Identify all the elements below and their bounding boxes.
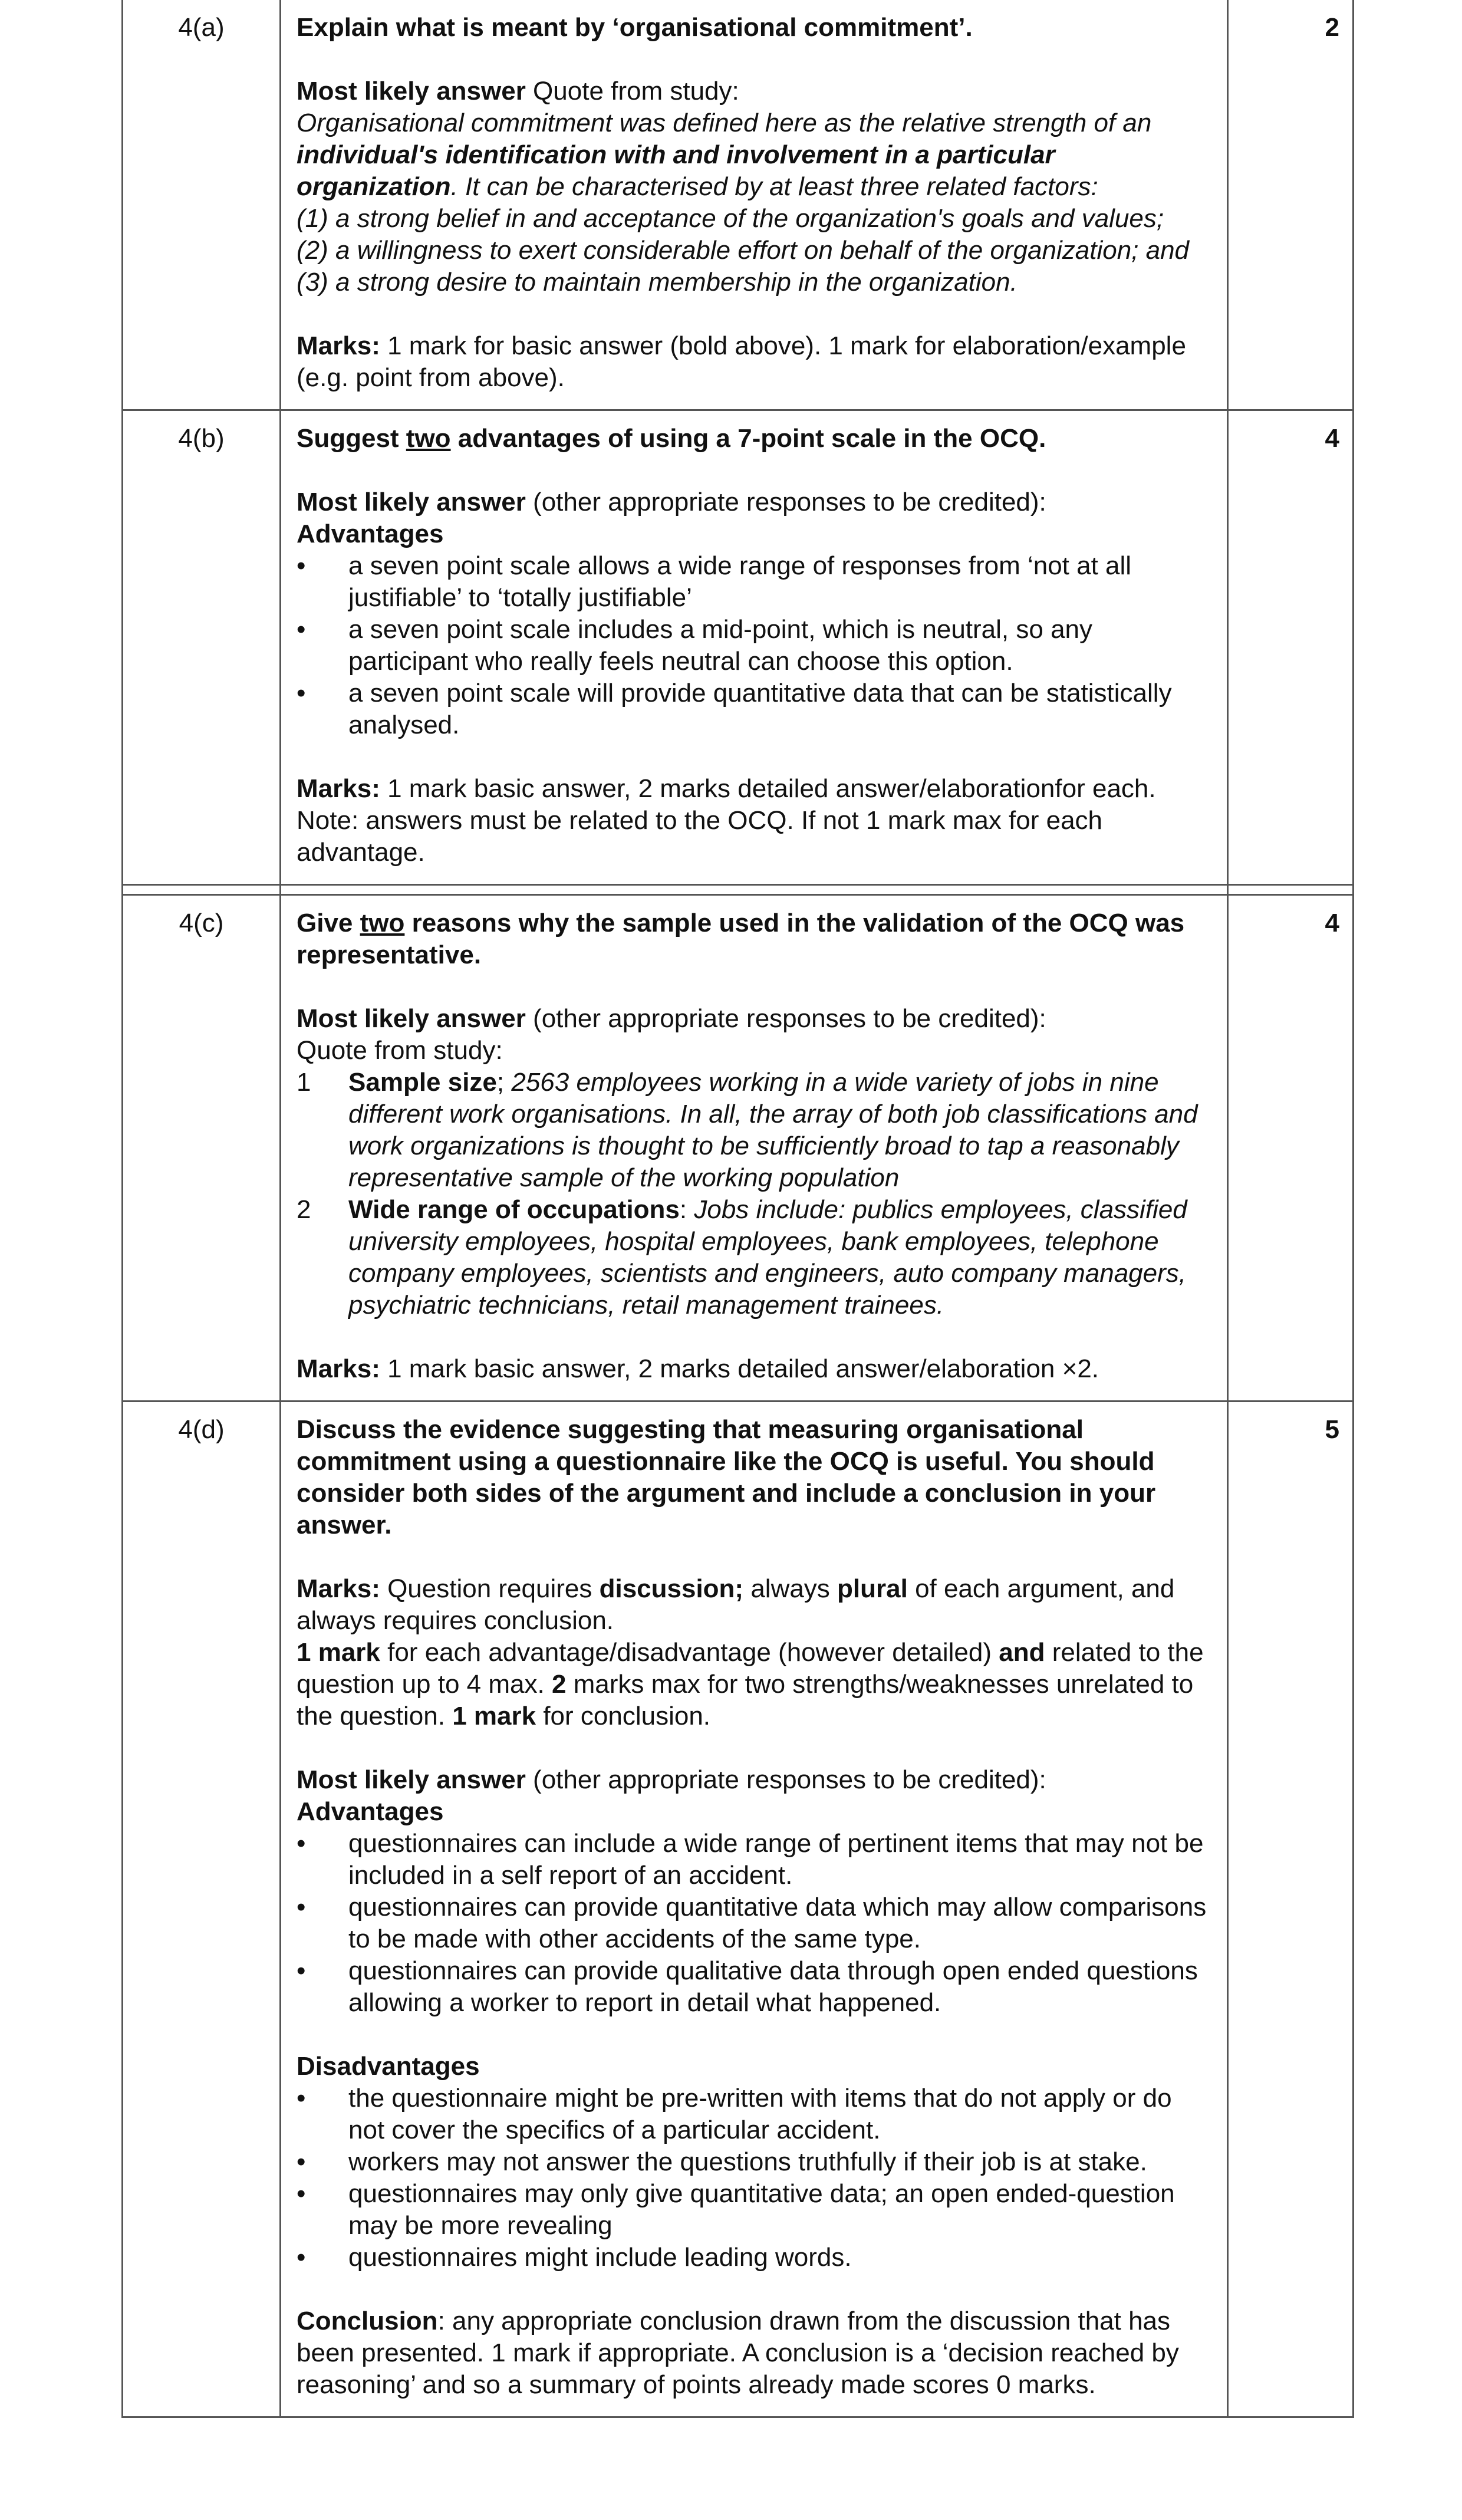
study-quote: Organisational commitment was defined here as the relative strength of an individual's identification with and involvement in a particular organization. It can be characterised by at least three related factors:	[297, 108, 1152, 201]
factor-1: (1) a strong belief in and acceptance of the organization's goals and values;	[297, 204, 1164, 233]
mark-scheme	[121, 0, 1352, 2418]
list-item: • questionnaires might include leading words.	[297, 2243, 852, 2272]
question-row-4b	[123, 410, 1354, 885]
list-item: • workers may not answer the questions truthfully if their job is at stake.	[297, 2147, 1147, 2176]
section-divider	[123, 885, 1354, 895]
list-item: • the questionnaire might be pre-written with items that do not apply or do not cover the specifics of a particular accident.	[297, 2084, 1172, 2144]
marks-rules: 1 mark for each advantage/disadvantage (however detailed) and related to the question up to 4 max. 2 marks max for two strengths/weaknesses unrelated to the question. 1 mark for conclusion.	[297, 1638, 1204, 1731]
question-text: Discuss the evidence suggesting that measuring organisational commitment using a questionnaire like the OCQ is useful. You should consider both sides of the argument and include a conclusion in your answer.	[297, 1415, 1156, 1539]
list-item: • a seven point scale will provide quantitative data that can be statistically analysed.	[297, 679, 1172, 739]
marks-value: 4	[1228, 895, 1354, 1402]
question-number: 4(b)	[123, 410, 281, 885]
question-text: Suggest two advantages of using a 7-point scale in the OCQ.	[297, 424, 1046, 453]
most-likely-answer: Most likely answer Quote from study:	[297, 77, 739, 106]
factor-2: (2) a willingness to exert considerable effort on behalf of the organization; and	[297, 236, 1190, 265]
most-likely-answer: Most likely answer (other appropriate responses to be credited):	[297, 1765, 1046, 1794]
list-item: 1 Sample size; 2563 employees working in a wide variety of jobs in nine different work organisations. In all, the array of both job classifications and work organizations is thought to be sufficiently broad to tap a reasonably representative sample of the working population	[297, 1068, 1198, 1192]
question-text: Explain what is meant by ‘organisational commitment’.	[297, 13, 973, 42]
marks-guidance: Marks: 1 mark basic answer, 2 marks detailed answer/elaborationfor each.	[297, 774, 1156, 803]
conclusion-guidance: Conclusion: any appropriate conclusion drawn from the discussion that has been presented. 1 mark if appropriate. A conclusion is a ‘decision reached by reasoning’ and so a summary of points already made scores 0 marks.	[297, 2307, 1179, 2399]
list-item: • a seven point scale includes a mid-point, which is neutral, so any participant who really feels neutral can choose this option.	[297, 615, 1093, 676]
most-likely-answer: Most likely answer (other appropriate responses to be credited):	[297, 1004, 1046, 1033]
mark-scheme-table	[121, 0, 1354, 2418]
question-content	[281, 1402, 1228, 2417]
question-row-4c	[123, 895, 1354, 1402]
marks-value: 2	[1228, 0, 1354, 410]
question-content	[281, 410, 1228, 885]
question-row-4d	[123, 1402, 1354, 2417]
marks-guidance: Marks: Question requires discussion; always plural of each argument, and always requires conclusion.	[297, 1574, 1175, 1635]
marks-guidance: Marks: 1 mark for basic answer (bold above). 1 mark for elaboration/example (e.g. point from above).	[297, 331, 1186, 392]
list-item: • a seven point scale allows a wide range of responses from ‘not at all justifiable’ to ‘totally justifiable’	[297, 551, 1132, 612]
question-content	[281, 895, 1228, 1402]
question-content	[281, 0, 1228, 410]
list-item: • questionnaires can include a wide range of pertinent items that may not be included in a self report of an accident.	[297, 1829, 1204, 1890]
marks-note: Note: answers must be related to the OCQ. If not 1 mark max for each advantage.	[297, 806, 1103, 867]
question-text: Give two reasons why the sample used in the validation of the OCQ was representative.	[297, 909, 1185, 969]
marks-guidance: Marks: 1 mark basic answer, 2 marks detailed answer/elaboration ×2.	[297, 1354, 1099, 1383]
factor-3: (3) a strong desire to maintain membership in the organization.	[297, 268, 1018, 297]
question-number: 4(d)	[123, 1402, 281, 2417]
marks-value: 5	[1228, 1402, 1354, 2417]
marks-value: 4	[1228, 410, 1354, 885]
advantages-heading: Advantages	[297, 519, 444, 548]
list-item: • questionnaires may only give quantitative data; an open ended-question may be more revealing	[297, 2179, 1175, 2240]
list-item: • questionnaires can provide quantitative data which may allow comparisons to be made with other accidents of the same type.	[297, 1893, 1207, 1953]
most-likely-answer: Most likely answer (other appropriate responses to be credited):	[297, 488, 1046, 516]
disadvantages-heading: Disadvantages	[297, 2052, 480, 2081]
list-item: 2 Wide range of occupations: Jobs include: publics employees, classified university employees, hospital employees, bank employees, telephone company employees, scientists and engineers, auto company managers, psychiatric technicians, retail management trainees.	[297, 1195, 1187, 1320]
advantages-heading: Advantages	[297, 1797, 444, 1826]
question-number: 4(a)	[123, 0, 281, 410]
question-row-4a	[123, 0, 1354, 410]
quote-intro: Quote from study:	[297, 1036, 503, 1065]
list-item: • questionnaires can provide qualitative data through open ended questions allowing a worker to report in detail what happened.	[297, 1956, 1198, 2017]
question-number: 4(c)	[123, 895, 281, 1402]
